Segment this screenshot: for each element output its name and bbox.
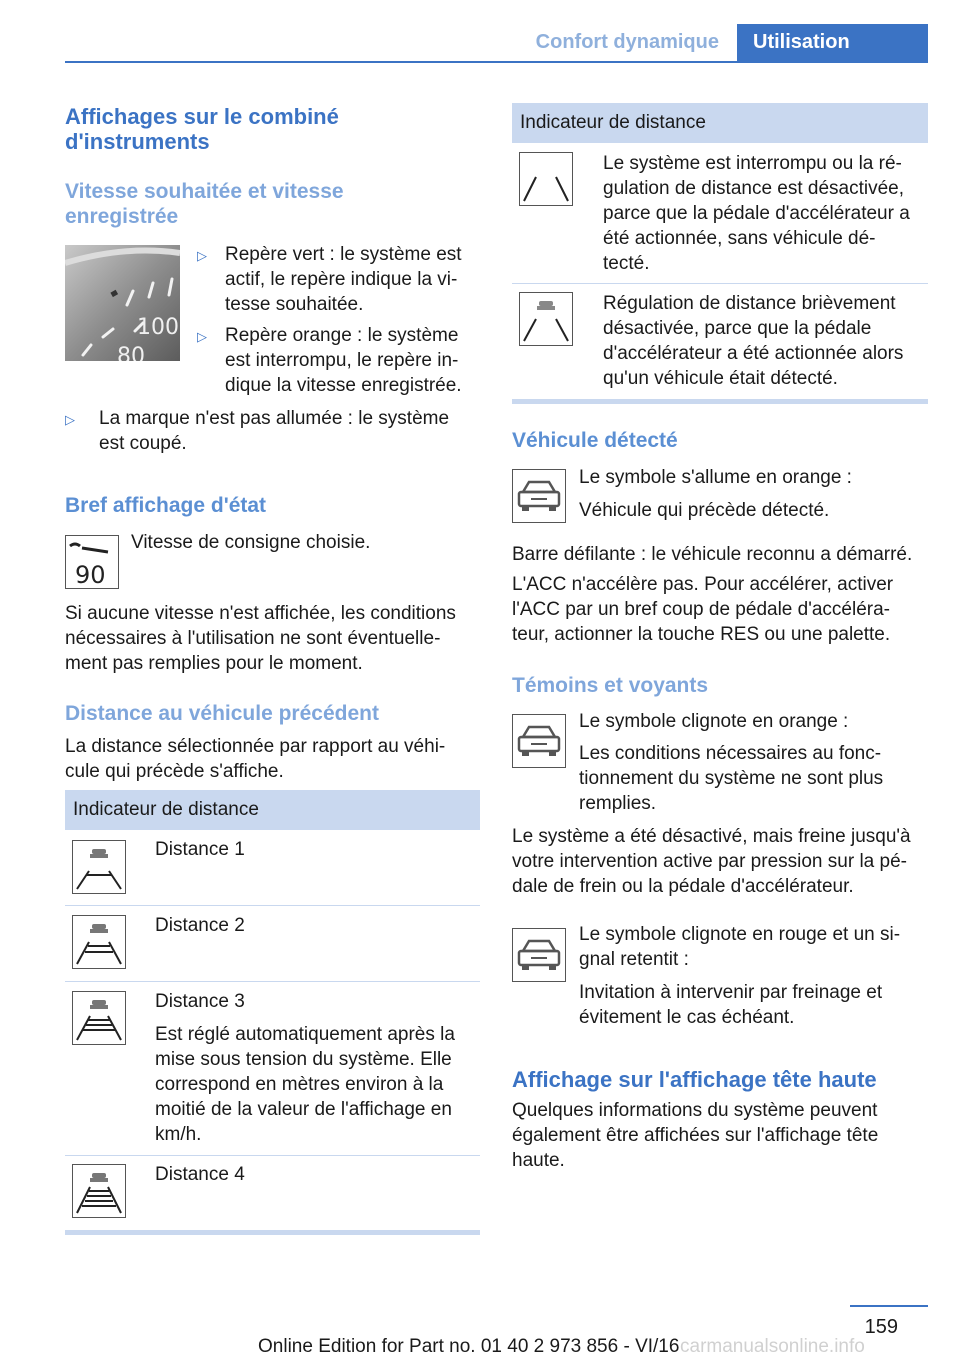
distance-1-icon bbox=[72, 840, 126, 894]
hud-paragraph: Quelques informations du système peuvent également être affichées sur l'affichage tête haute. bbox=[512, 1100, 879, 1171]
speed-90-icon bbox=[65, 535, 119, 589]
distance-brief-off-icon bbox=[519, 292, 573, 346]
red-line-2: Invitation à intervenir par freinage et évitement le cas échéant. bbox=[579, 982, 883, 1028]
status-text: Vitesse de consigne choisie. bbox=[131, 532, 371, 553]
speedometer-image bbox=[65, 245, 180, 361]
table-separator bbox=[512, 283, 928, 284]
heading-speed: Vitesse souhaitée et vitesse enregistrée bbox=[65, 180, 344, 228]
heading-distance: Distance au véhicule précédent bbox=[65, 702, 379, 725]
header-section-tab[interactable]: Confort dynamique bbox=[535, 31, 719, 53]
distance-brief-off-text: Régulation de distance brièvement désactivée, parce que la pédale d'accélérateur a été actionnée alors qu'un véhicule était détecté. bbox=[603, 293, 904, 389]
footer-rule bbox=[850, 1305, 928, 1307]
bullet-green-mark: Repère vert : le système est actif, le repère indique la vi- tesse souhaitée. bbox=[225, 244, 462, 315]
table-separator bbox=[65, 1155, 480, 1156]
header-chapter-tab[interactable]: Utilisation bbox=[737, 24, 928, 61]
bullet-mark-off: La marque n'est pas allumée : le système est coupé. bbox=[99, 408, 450, 454]
distance-3-icon bbox=[72, 991, 126, 1045]
orange-line-2: Les conditions nécessaires au fonc- tionnement du système ne sont plus remplies. bbox=[579, 743, 884, 814]
footer-edition: Online Edition for Part no. 01 40 2 973 856 - VI/16 bbox=[258, 1336, 680, 1357]
red-line-1: Le symbole clignote en rouge et un si- gnal retentit : bbox=[579, 924, 901, 970]
detected-line-1: Le symbole s'allume en orange : bbox=[579, 467, 852, 488]
scrolling-bar-paragraph: Barre défilante : le véhicule reconnu a démarré. bbox=[512, 544, 913, 565]
watermark: carmanualsonline.info bbox=[680, 1336, 865, 1357]
distance-2-title: Distance 2 bbox=[155, 915, 245, 936]
heading-vehicle-detected: Véhicule détecté bbox=[512, 429, 678, 452]
table-end-rule bbox=[65, 1230, 480, 1235]
bullet-orange-mark: Repère orange : le système est interrompu, le repère in- dique la vitesse enregistrée. bbox=[225, 325, 462, 396]
heading-hud: Affichage sur l'affichage tête haute bbox=[512, 1067, 877, 1092]
distance-3-title: Distance 3 bbox=[155, 991, 245, 1012]
speedo-label-100: 100 bbox=[137, 315, 179, 340]
vehicle-orange-icon bbox=[512, 714, 566, 768]
bullet-triangle-icon: ▷ bbox=[197, 329, 207, 344]
table-header-distance: Indicateur de distance bbox=[65, 790, 480, 830]
orange-line-1: Le symbole clignote en orange : bbox=[579, 711, 849, 732]
distance-3-description: Est réglé automatiquement après la mise sous tension du système. Elle correspond en mètres environ à la moitié de la valeur de l'affichage en km/h. bbox=[155, 1024, 455, 1145]
heading-instruments: Affichages sur le combiné d'instruments bbox=[65, 104, 339, 154]
detected-line-2: Véhicule qui précède détecté. bbox=[579, 500, 830, 521]
distance-4-title: Distance 4 bbox=[155, 1164, 245, 1185]
distance-off-icon bbox=[519, 152, 573, 206]
table-separator bbox=[65, 905, 480, 906]
orange-line-2-start bbox=[579, 741, 919, 816]
heading-status: Bref affichage d'état bbox=[65, 494, 267, 517]
bullet-triangle-icon: ▷ bbox=[197, 248, 207, 263]
heading-warning-lights: Témoins et voyants bbox=[512, 674, 709, 697]
speedo-label-80: 80 bbox=[117, 344, 145, 361]
table-header-distance-right: Indicateur de distance bbox=[512, 103, 928, 143]
speed-90-value: 90 bbox=[75, 561, 106, 588]
distance-4-icon bbox=[72, 1164, 126, 1218]
orange-paragraph: Le système a été désactivé, mais freine jusqu'à votre intervention active par pression sur la pé- dale de frein ou la pédale d'accélérateur. bbox=[512, 826, 911, 897]
distance-2-icon bbox=[72, 915, 126, 969]
status-paragraph: Si aucune vitesse n'est affichée, les conditions nécessaires à l'utilisation ne sont éventuelle- ment pas remplies pour le moment. bbox=[65, 603, 456, 674]
header-rule bbox=[65, 61, 928, 63]
table-end-rule bbox=[512, 399, 928, 404]
page-number: 159 bbox=[864, 1316, 898, 1338]
distance-1-title: Distance 1 bbox=[155, 839, 245, 860]
distance-paragraph: La distance sélectionnée par rapport au véhi- cule qui précède s'affiche. bbox=[65, 736, 446, 782]
distance-off-text: Le système est interrompu ou la ré- gulation de distance est désactivée, parce que la pédale d'accélérateur a été actionnée, sans véhicule dé- tecté. bbox=[603, 153, 910, 274]
table-separator bbox=[65, 981, 480, 982]
bullet-triangle-icon: ▷ bbox=[65, 412, 75, 427]
vehicle-red-icon bbox=[512, 928, 566, 982]
acc-paragraph: L'ACC n'accélère pas. Pour accélérer, activer l'ACC par un bref coup de pédale d'accéléra- teur, actionner la touche RES ou une palette. bbox=[512, 574, 894, 645]
vehicle-icon bbox=[512, 469, 566, 523]
